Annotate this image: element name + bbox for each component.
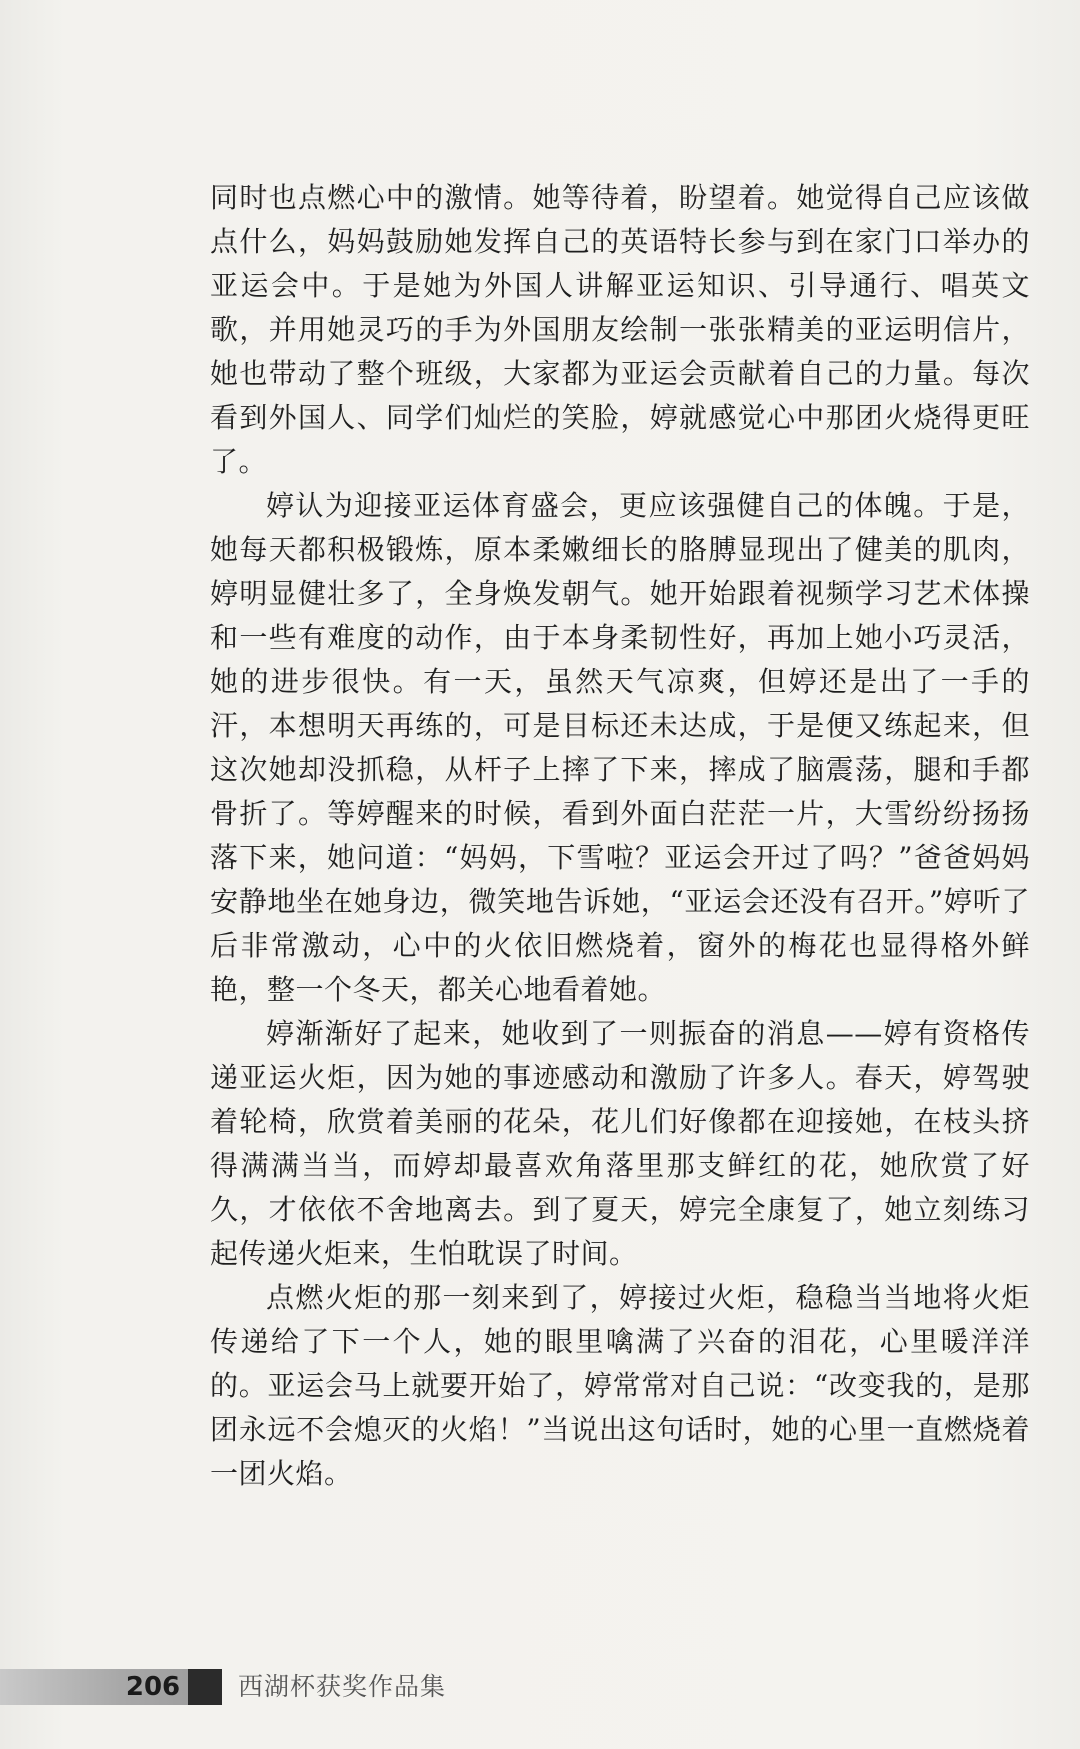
paragraph-torch: 点燃火炬的那一刻来到了，婷接过火炬，稳稳当当地将火炬传递给了下一个人，她的眼里噙满了兴奋的泪花，心里暖洋洋的。亚运会马上就要开始了，婷常常对自己说：“改变我的，是那团永远不会熄灭的火焰！”当说出这句话时，她的心里一直燃烧着一团火焰。 — [210, 1281, 1030, 1490]
running-footer-title: 西湖杯获奖作品集 — [238, 1672, 447, 1701]
paragraph-recovery: 婷渐渐好了起来，她收到了一则振奋的消息——婷有资格传递亚运火炬，因为她的事迹感动和激励了许多人。春天，婷驾驶着轮椅，欣赏着美丽的花朵，花儿们好像都在迎接她，在枝头挤得满满当当，而婷却最喜欢角落里那支鲜红的花，她欣赏了好久，才依依不舍地离去。到了夏天，婷完全康复了，她立刻练习起传递火炬来，生怕耽误了时间。 — [210, 1017, 1030, 1270]
paragraph-continued: 同时也点燃心中的激情。她等待着，盼望着。她觉得自己应该做点什么，妈妈鼓励她发挥自己的英语特长参与到在家门口举办的亚运会中。于是她为外国人讲解亚运知识、引导通行、唱英文歌，并用她灵巧的手为外国朋友绘制一张张精美的亚运明信片，她也带动了整个班级，大家都为亚运会贡献着自己的力量。每次看到外国人、同学们灿烂的笑脸，婷就感觉心中那团火烧得更旺了。 — [210, 181, 1030, 478]
paragraph-training: 婷认为迎接亚运体育盛会，更应该强健自己的体魄。于是，她每天都积极锻炼，原本柔嫩细长的胳膊显现出了健美的肌肉，婷明显健壮多了，全身焕发朝气。她开始跟着视频学习艺术体操和一些有难度的动作，由于本身柔韧性好，再加上她小巧灵活，她的进步很快。有一天，虽然天气凉爽，但婷还是出了一手的汗，本想明天再练的，可是目标还未达成，于是便又练起来，但这次她却没抓稳，从杆子上摔了下来，摔成了脑震荡，腿和手都骨折了。等婷醒来的时候，看到外面白茫茫一片，大雪纷纷扬扬落下来，她问道：“妈妈，下雪啦？亚运会开过了吗？”爸爸妈妈安静地坐在她身边，微笑地告诉她，“亚运会还没有召开。”婷听了后非常激动，心中的火依旧燃烧着，窗外的梅花也显得格外鲜艳，整一个冬天，都关心地看着她。 — [210, 489, 1030, 1006]
page-body — [210, 176, 1030, 1496]
footer-marker-block — [188, 1669, 222, 1705]
page-number: 206 — [125, 1672, 181, 1702]
